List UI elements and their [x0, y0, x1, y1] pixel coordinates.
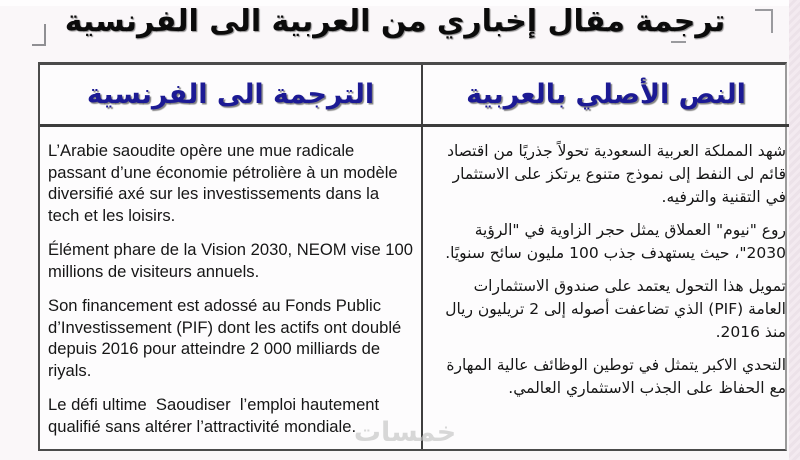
- french-paragraph-4: Le défi ultime Saoudiser l’emploi hautement qualifié sans altérer l’attractivité mondiale.: [48, 395, 384, 436]
- french-translation-cell: [40, 127, 423, 449]
- document-title: ترجمة مقال إخباري من العربية الى الفرنسية: [64, 4, 726, 39]
- arabic-paragraph-4: التحدي الاكبر يتمثل في توطين الوظائف عالية المهارة مع الحفاظ على الجذب الاستثماري العالمي.: [446, 356, 786, 397]
- crop-mark-dash-icon: [671, 41, 686, 43]
- french-paragraph-2: Élément phare de la Vision 2030, NEOM vise 100 millions de visiteurs annuels.: [48, 240, 418, 281]
- arabic-original-cell: [423, 127, 789, 449]
- french-paragraph-3: Son financement est adossé au Fonds Public d’Investissement (PIF) dont les actifs ont doublé depuis 2016 pour atteindre 2 000 milliards de riyals.: [48, 296, 406, 380]
- arabic-paragraph-2: روع "نيوم" العملاق يمثل حجر الزاوية في "الرؤية 2030"، حيث يستهدف جذب 100 مليون سائح سنويًا.: [445, 221, 786, 262]
- khamsat-watermark: خمسات: [353, 417, 457, 448]
- arabic-paragraph-3: تمويل هذا التحول يعتمد على صندوق الاستثمارات العامة (PIF) الذي تضاعفت أصوله إلى 2 تريليون ريال منذ 2016.: [445, 277, 786, 341]
- translation-table: [38, 62, 787, 451]
- header-french-translation: الترجمة الى الفرنسية: [40, 65, 423, 127]
- arabic-paragraph-1: شهد المملكة العربية السعودية تحولاً جذريًا من اقتصاد قائم لى النفط إلى نموذج متنوع يرتكز على الاستثمار في التقنية والترفيه.: [447, 142, 786, 206]
- header-arabic-original: النص الأصلي بالعربية: [423, 65, 789, 127]
- french-paragraph-1: L’Arabie saoudite opère une mue radicale passant d’une économie pétrolière à un modèle diversifié axé sur les investissements dans la tech et les loisirs.: [48, 141, 403, 225]
- page-edge-strip: [789, 0, 800, 460]
